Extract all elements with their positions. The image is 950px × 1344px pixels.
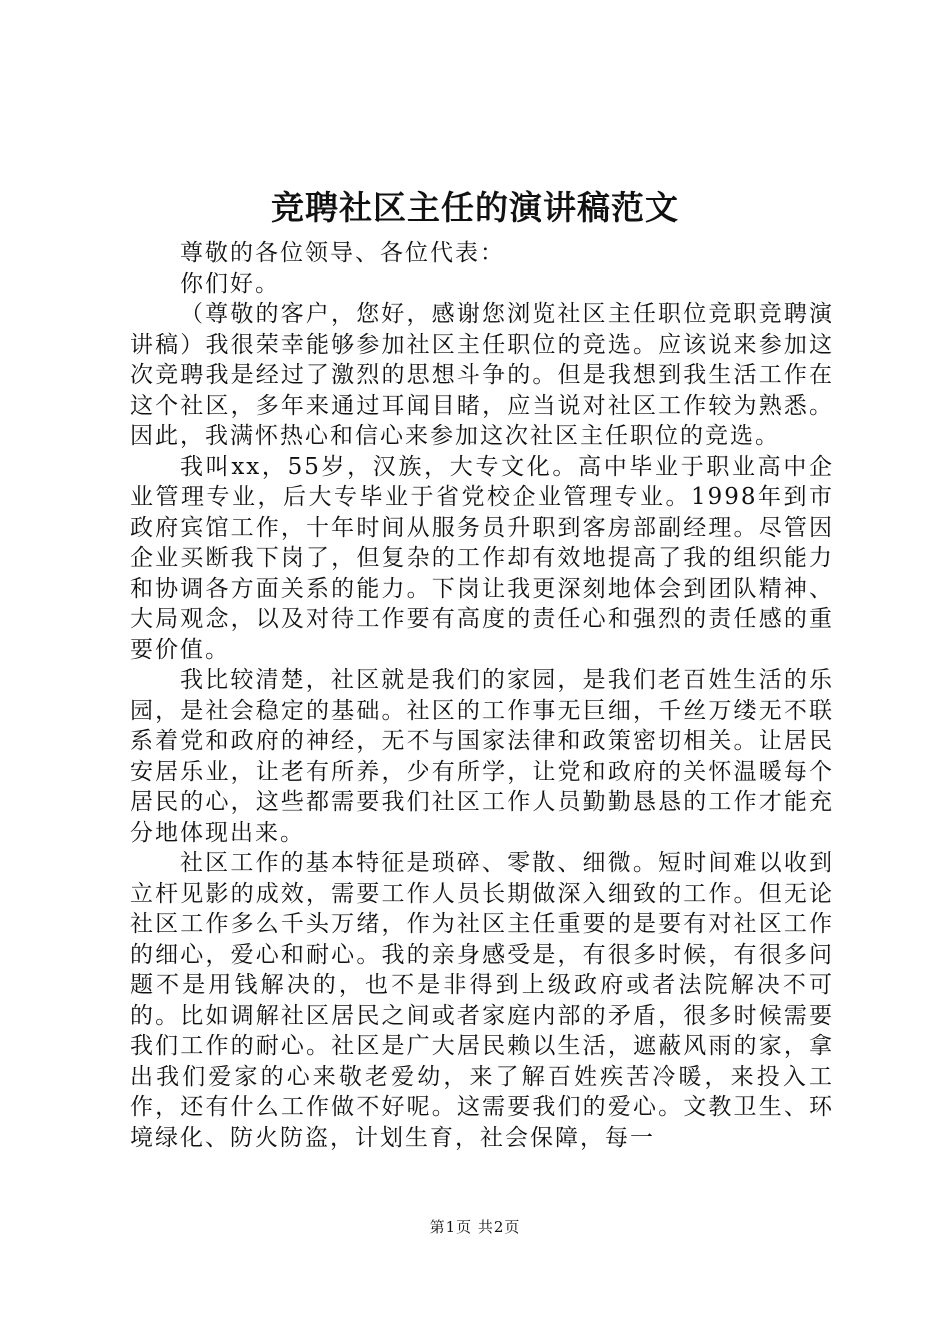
paragraph: 我比较清楚，社区就是我们的家园，是我们老百姓生活的乐园，是社会稳定的基础。社区的工作事无巨细，千丝万缕无不联系着党和政府的神经，无不与国家法律和政策密切相关。让居民安居乐业，让老有所养，少有所学，让党和政府的关怀温暖每个居民的心，这些都需要我们社区工作人员勤勤恳恳的工作才能充分地体现出来。 [130,667,834,846]
document-body [130,238,834,1153]
paragraph: （尊敬的客户，您好，感谢您浏览社区主任职位竞职竞聘演讲稿）我很荣幸能够参加社区主任职位的竞选。应该说来参加这次竞聘我是经过了激烈的思想斗争的。但是我想到我生活工作在这个社区，多年来通过耳闻目睹，应当说对社区工作较为熟悉。因此，我满怀热心和信心来参加这次社区主任职位的竞选。 [130,301,834,449]
paragraph: 社区工作的基本特征是琐碎、零散、细微。短时间难以收到立杆见影的成效，需要工作人员长期做深入细致的工作。但无论社区工作多么千头万绪，作为社区主任重要的是要有对社区工作的细心，爱心和耐心。我的亲身感受是，有很多时候，有很多问题不是用钱解决的，也不是非得到上级政府或者法院解决不可的。比如调解社区居民之间或者家庭内部的矛盾，很多时候需要我们工作的耐心。社区是广大居民赖以生活，遮蔽风雨的家，拿出我们爱家的心来敬老爱幼，来了解百姓疾苦冷暖，来投入工作，还有什么工作做不好呢。这需要我们的爱心。文教卫生、环境绿化、防火防盗，计划生育，社会保障，每一 [130,850,834,1151]
page-footer: 第1页 共2页 [429,1218,521,1236]
salutation: 尊敬的各位领导、各位代表： [180,240,505,266]
document-title: 竞聘社区主任的演讲稿范文 [271,188,679,227]
paragraph: 我叫xx，55岁，汉族，大专文化。高中毕业于职业高中企业管理专业，后大专毕业于省党校企业管理专业。1998年到市政府宾馆工作，十年时间从服务员升职到客房部副经理。尽管因企业买断我下岗了，但复杂的工作却有效地提高了我的组织能力和协调各方面关系的能力。下岗让我更深刻地体会到团队精神、大局观念，以及对待工作要有高度的责任心和强烈的责任感的重要价值。 [130,453,834,663]
greeting: 你们好。 [180,270,280,297]
